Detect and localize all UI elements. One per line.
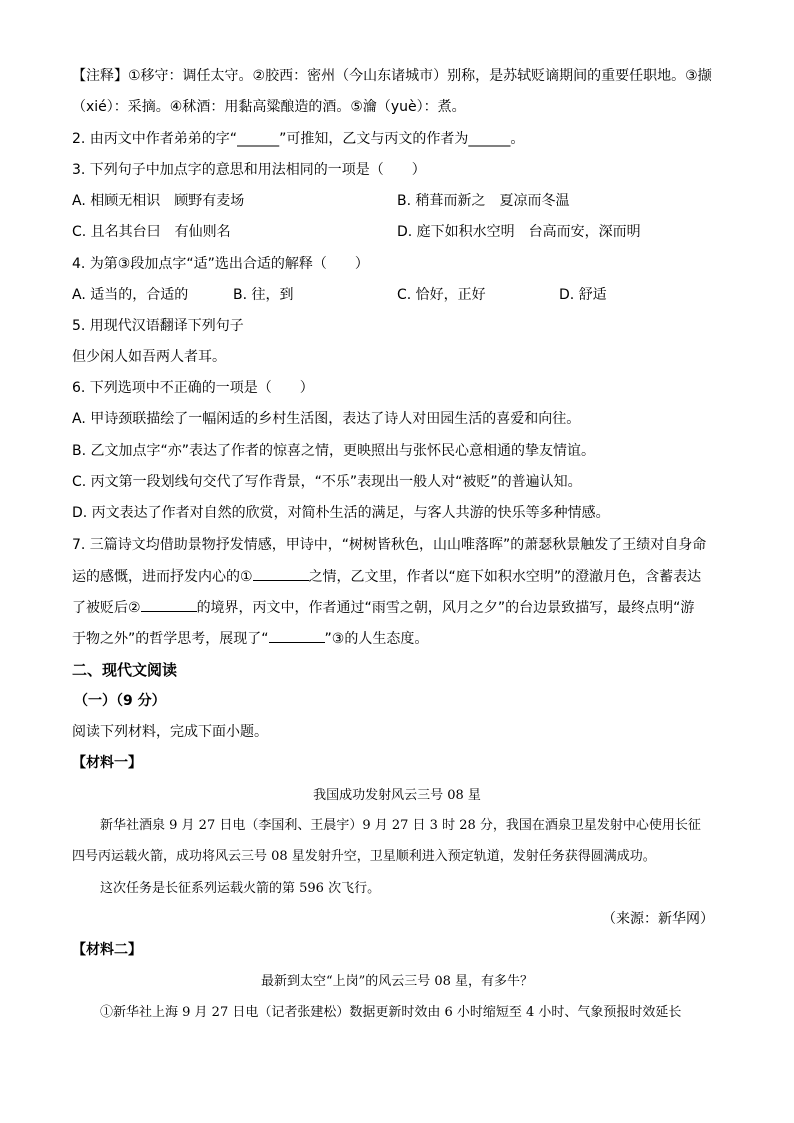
q6-option-d: D. 丙文表达了作者对自然的欣赏，对简朴生活的满足，与客人共游的快乐等多种情感。: [72, 505, 610, 521]
section-instruction: 阅读下列材料，完成下面小题。: [72, 724, 268, 740]
question-5-stem: 5. 用现代汉语翻译下列句子: [72, 318, 244, 334]
q2-text-2: ”可推知，乙文与丙文的作者为: [279, 131, 469, 147]
q6-option-c: C. 丙文第一段划线句交代了写作背景，“不乐”表现出一般人对“被贬”的普遍认知。: [72, 474, 582, 490]
q7-line-4: [72, 628, 428, 649]
q3-option-b: B. 稍葺而新之 夏凉而冬温: [397, 193, 570, 209]
q7-line-3: [72, 597, 694, 618]
q2-text-3: 。: [510, 131, 525, 147]
note-line-1: 【注释】①移守：调任太守。②胶西：密州（今山东诸城市）别称，是苏轼贬谪期间的重要任职地。③撷: [72, 68, 712, 84]
question-6-stem: 6. 下列选项中不正确的一项是（ ）: [72, 380, 314, 396]
q2-blank-2: ______: [468, 131, 511, 147]
material-1-label: 【材料一】: [72, 755, 142, 771]
question-5-sentence: 但少闲人如吾两人者耳。: [72, 349, 226, 365]
q2-text-1: 2. 由丙文中作者弟弟的字“: [72, 131, 238, 147]
q7-text-4b: ”③的人生态度。: [324, 631, 429, 647]
q7-text-4a: 于物之外”的哲学思考，展现了“: [72, 631, 269, 647]
question-2: [72, 129, 524, 149]
q6-option-a: A. 甲诗颈联描绘了一幅闲适的乡村生活图，表达了诗人对田园生活的喜爱和向往。: [72, 411, 581, 427]
material-1-para-1-line-1: 新华社酒泉 9 月 27 日电（李国利、王晨宇）9 月 27 日 3 时 28 分，我国在酒泉卫星发射中心使用长征: [100, 818, 701, 833]
question-3-stem: 3. 下列句子中加点字的意思和用法相同的一项是（ ）: [72, 162, 426, 178]
material-1-para-1-line-2: 四号丙运载火箭，成功将风云三号 08 星发射升空，卫星顺利进入预定轨道，发射任务获得圆满成功。: [72, 849, 656, 864]
q6-option-b: B. 乙文加点字“亦”表达了作者的惊喜之情，更映照出与张怀民心意相通的挚友情谊。: [72, 443, 596, 459]
q4-option-b: B. 往，到: [233, 287, 294, 303]
question-4-stem: 4. 为第③段加点字“适”选出合适的解释（ ）: [72, 256, 369, 272]
q3-option-d: D. 庭下如积水空明 台高而安，深而明: [397, 224, 641, 240]
q4-option-c: C. 恰好，正好: [397, 287, 486, 303]
q7-text-2b: 之情，乙文里，作者以“庭下如积水空明”的澄澈月色，含蓄表达: [308, 569, 702, 585]
section-subheading: （一）（9 分）: [74, 693, 166, 709]
q7-line-2: [72, 566, 701, 587]
q4-option-a: A. 适当的，合适的: [72, 287, 189, 303]
q7-text-3b: 的境界，丙文中，作者通过“雨雪之朝，风月之夕”的台边景致描写，最终点明“游: [196, 600, 695, 616]
q7-text-3a: 了被贬后②: [72, 600, 141, 616]
material-1-title: 我国成功发射风云三号 08 星: [313, 788, 481, 803]
section-heading: 二、现代文阅读: [72, 661, 178, 679]
q3-option-a: A. 相顾无相识 顾野有麦场: [72, 193, 245, 209]
q7-blank-3: [269, 628, 325, 643]
q7-line-1: 7. 三篇诗文均借助景物抒发情感，甲诗中，“树树皆秋色，山山唯落晖”的萧瑟秋景触发了王绩对自身命: [72, 537, 707, 553]
material-2-para-1: ①新华社上海 9 月 27 日电（记者张建松）数据更新时效由 6 小时缩短至 4 小时、气象预报时效延长: [100, 1005, 682, 1020]
q3-option-c: C. 且名其台曰 有仙则名: [72, 224, 231, 240]
q2-blank-1: ______: [237, 131, 280, 147]
material-1-para-2: 这次任务是长征系列运载火箭的第 596 次飞行。: [100, 881, 381, 896]
q7-text-2a: 运的感慨，进而抒发内心的①: [72, 569, 253, 585]
q4-option-d: D. 舒适: [559, 287, 607, 303]
material-2-label: 【材料二】: [72, 942, 142, 958]
material-1-source: （来源：新华网）: [602, 911, 714, 927]
q7-blank-2: [141, 597, 197, 612]
material-2-title: 最新到太空“上岗”的风云三号 08 星，有多牛？: [260, 974, 534, 989]
note-line-2: （xié）：采摘。④秫酒：用黏高粱酿造的酒。⑤瀹（yuè）：煮。: [72, 99, 466, 115]
q7-blank-1: [253, 566, 309, 581]
